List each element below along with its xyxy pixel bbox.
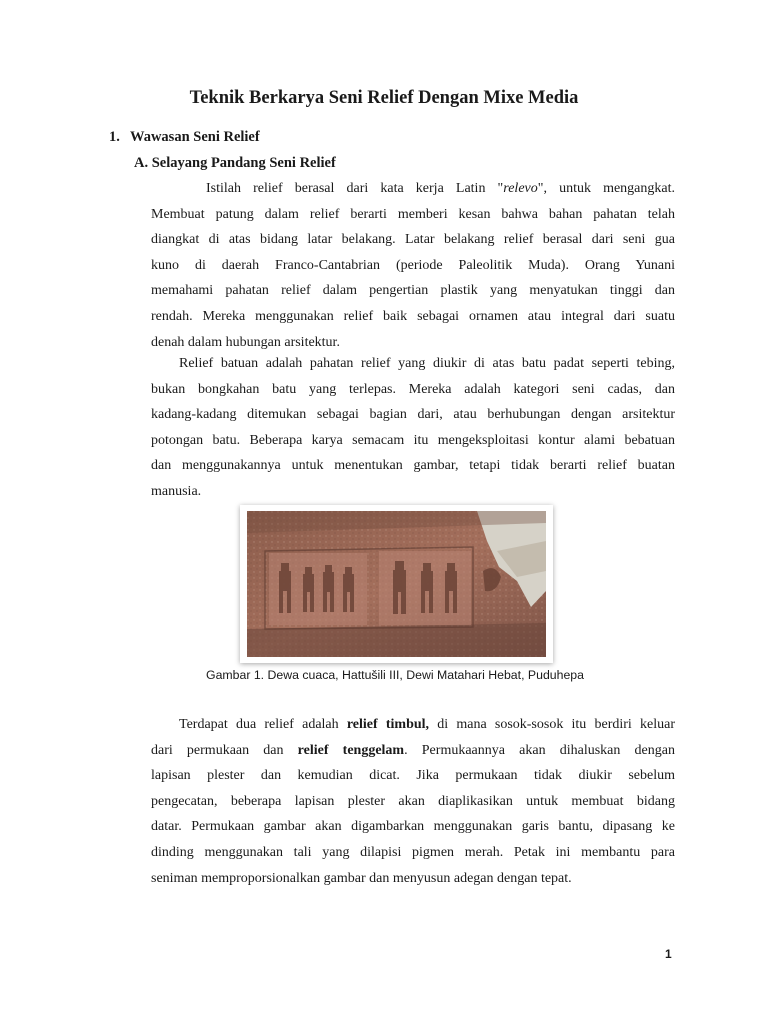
figure-caption: Gambar 1. Dewa cuaca, Hattušili III, Dewi Matahari Hebat, Puduhepa — [206, 668, 584, 682]
text-line: bukan bongkahan batu yang terlepas. Mereka adalah kategori seni cadas, dan — [151, 381, 675, 397]
paragraph-3 — [151, 712, 675, 891]
text-line: kuno di daerah Franco-Cantabrian (periode Paleolitik Muda). Orang Yunani — [151, 257, 675, 273]
text-line: potongan batu. Beberapa karya semacam itu mengeksploitasi kontur alami bebatuan — [151, 432, 675, 448]
section-heading — [109, 129, 260, 146]
text-line: kadang-kadang ditemukan sebagai bagian dari, atau berhubungan dengan arsitektur — [151, 407, 675, 423]
bold-term: relief tenggelam — [297, 742, 405, 758]
text-line: dari permukaan dan relief tenggelam. Permukaannya akan dihaluskan dengan — [151, 742, 675, 758]
text-line: manusia. — [151, 483, 202, 499]
section-title: Wawasan Seni Relief — [130, 129, 260, 145]
text-line: dinding menggunakan tali yang dilapisi pigmen merah. Petak ini membantu para — [151, 844, 675, 860]
latin-term: relevo — [503, 181, 538, 196]
paragraph-1 — [151, 176, 675, 355]
text-line: rendah. Mereka menggunakan relief baik sebagai ornamen atau integral dari suatu — [151, 308, 675, 324]
text-line: datar. Permukaan gambar akan digambarkan menggunakan garis bantu, dipasang ke — [151, 819, 675, 835]
text-line: Membuat patung dalam relief berarti memberi kesan bahwa bahan pahatan telah — [151, 206, 675, 222]
page-number: 1 — [665, 947, 672, 961]
document-title: Teknik Berkarya Seni Relief Dengan Mixe Media — [189, 88, 579, 108]
bold-term: relief timbul, — [346, 717, 430, 732]
text-line: dan menggunakannya untuk menentukan gambar, tetapi tidak berarti relief buatan — [151, 458, 675, 474]
text-line: diangkat di atas bidang latar belakang. Latar belakang relief berasal dari seni gua — [151, 232, 675, 248]
text-line: pengecatan, beberapa lapisan plester akan diaplikasikan untuk membuat bidang — [151, 793, 675, 809]
subsection-heading: A. Selayang Pandang Seni Relief — [134, 155, 336, 171]
text-line: memahami pahatan relief dalam pengertian plastik yang menyatukan tinggi dan — [151, 283, 675, 299]
text-line: seniman memproporsionalkan gambar dan menyusun adegan dengan tepat. — [151, 870, 572, 886]
text-line: Istilah relief berasal dari kata kerja Latin "relevo", untuk mengangkat. — [206, 181, 675, 196]
text-line: Relief batuan adalah pahatan relief yang diukir di atas batu padat seperti tebing, — [179, 356, 675, 371]
text-line: Terdapat dua relief adalah relief timbul, di mana sosok-sosok itu berdiri keluar — [179, 717, 675, 732]
text-line: lapisan plester dan kemudian dicat. Jika permukaan tidak diukir sebelum — [151, 768, 675, 784]
relief-photo — [240, 505, 553, 663]
text-line: denah dalam hubungan arsitektur. — [151, 334, 340, 350]
section-number: 1. — [109, 129, 120, 145]
paragraph-2 — [151, 351, 675, 505]
rock-relief-image — [247, 511, 546, 657]
